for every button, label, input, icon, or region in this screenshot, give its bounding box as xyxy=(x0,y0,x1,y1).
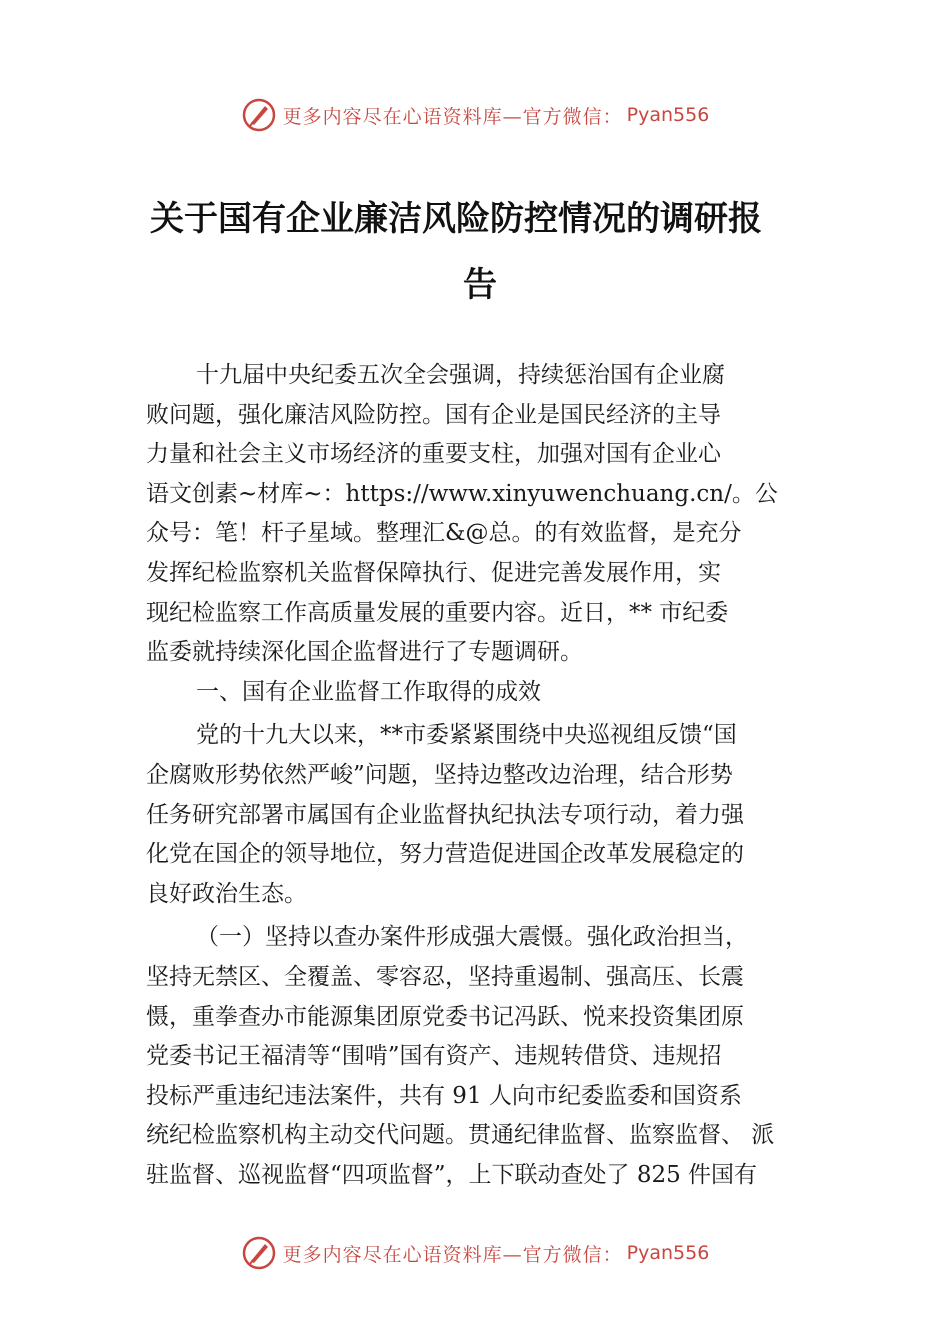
title-line-1: 关于国有企业廉洁风险防控情况的调研报 xyxy=(150,199,762,239)
text-line: 投标严重违纪违法案件，共有 91 人向市纪委监委和国资系 xyxy=(146,1082,742,1109)
paragraph-3 xyxy=(146,918,811,1195)
text-line: 监委就持续深化国企监督进行了专题调研。 xyxy=(146,639,583,666)
text-line: 十九届中央纪委五次全会强调，持续惩治国有企业腐 xyxy=(196,362,725,388)
text-line: 企腐败形势依然严峻”问题，坚持边整改边治理，结合形势 xyxy=(146,761,733,788)
text-line: 党的十九大以来，**市委紧紧围绕中央巡视组反馈“国 xyxy=(196,722,737,749)
text-line: 慑，重拳查办市能源集团原党委书记冯跃、悦来投资集团原 xyxy=(146,1003,744,1030)
text-line: 力量和社会主义市场经济的重要支柱，加强对国有企业心 xyxy=(146,441,721,468)
watermark-banner-bottom xyxy=(0,1233,950,1273)
section-heading: 一、国有企业监督工作取得的成效 xyxy=(196,678,541,705)
title-line-2: 告 xyxy=(463,265,497,305)
document-body xyxy=(146,356,811,1195)
text-line: 统纪检监察机构主动交代问题。贯通纪律监督、监察监督、 派 xyxy=(146,1122,775,1149)
paragraph-2 xyxy=(146,716,811,914)
watermark-banner-top xyxy=(0,95,950,135)
banner-wechat-id: Pyan556 xyxy=(626,1242,710,1264)
text-line: 驻监督、巡视监督“四项监督”，上下联动查处了 825 件国有 xyxy=(146,1161,758,1188)
text-line: 任务研究部署市属国有企业监督执纪执法专项行动，着力强 xyxy=(146,801,744,828)
text-line: 众号：笔！杆子星域。整理汇&@总。的有效监督，是充分 xyxy=(146,520,742,547)
paragraph-1 xyxy=(146,356,811,673)
text-line: 败问题，强化廉洁风险防控。国有企业是国民经济的主导 xyxy=(146,401,721,428)
text-line: 发挥纪检监察机关监督保障执行、促进完善发展作用，实 xyxy=(146,559,721,586)
text-line: （一）坚持以查办案件形成强大震慑。强化政治担当， xyxy=(196,924,748,951)
banner-text: 更多内容尽在心语资料库—官方微信： xyxy=(282,105,623,128)
banner-wechat-id: Pyan556 xyxy=(626,104,710,126)
text-line: 语文创素~材库~：https://www.xinyuwenchuang.cn/。公 xyxy=(146,480,778,507)
text-line: 良好政治生态。 xyxy=(146,880,307,907)
banner-text: 更多内容尽在心语资料库—官方微信： xyxy=(282,1243,623,1266)
text-line: 化党在国企的领导地位，努力营造促进国企改革发展稳定的 xyxy=(146,841,744,868)
quill-logo-icon xyxy=(241,1235,277,1271)
document-title xyxy=(150,186,810,318)
quill-logo-icon xyxy=(241,97,277,133)
text-line: 坚持无禁区、全覆盖、零容忍，坚持重遏制、强高压、长震 xyxy=(146,963,744,990)
text-line: 现纪检监察工作高质量发展的重要内容。近日，** 市纪委 xyxy=(146,599,729,626)
text-line: 党委书记王福清等“围啃”国有资产、违规转借贷、违规招 xyxy=(146,1043,722,1070)
